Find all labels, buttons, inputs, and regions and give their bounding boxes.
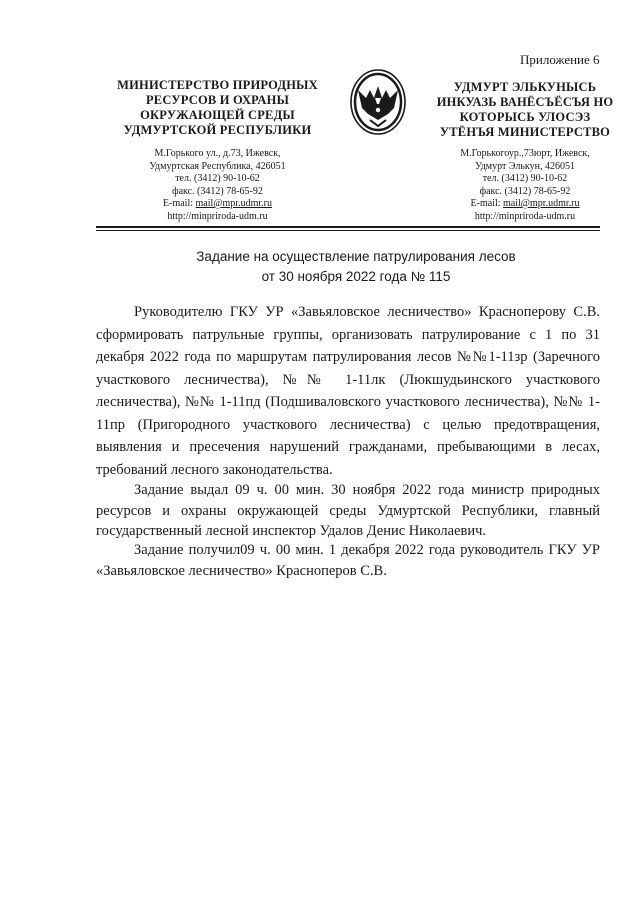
fax-line: факс. (3412) 78-65-92 [172, 185, 263, 197]
website-link[interactable]: http://minpriroda-udm.ru [167, 210, 268, 222]
assignment-paragraph: Руководителю ГКУ УР «Завьяловское лесничество» Красноперову С.В. сформировать патрульные группы, организовать патрулирование с 1 по 31 декабря 2022 года по маршрутам патрулирования лесов №№1-11зр (Заречного участкового лесничества), №№ 1-11лк (Люкшудьинского участкового лесничества), №№ 1-11пд (Подшиваловского участкового лесничества), №№ 1-11пр (Пригородного участкового лесничества) с целью предотвращения, выявления и пресечения нарушений гражданами, пребывающими в лесах, требований лесного законодательства. [96, 304, 600, 478]
received-by-paragraph: Задание получил09 ч. 00 мин. 1 декабря 2022 года руководитель ГКУ УР «Завьяловское лесничество» Красноперов С.В. [96, 542, 600, 579]
appendix-label: Приложение 6 [520, 52, 600, 67]
website-link[interactable]: http://minpriroda-udm.ru [474, 210, 576, 222]
ministry-name-udmurt [425, 80, 625, 140]
phone-line: тел. (3412) 90-10-62 [482, 173, 568, 184]
org-line: МИНИСТЕРСТВО ПРИРОДНЫХ [117, 78, 318, 92]
email-label: E-mail: [163, 198, 196, 209]
udmurtia-coat-of-arms-icon [348, 68, 408, 136]
header-divider [96, 226, 600, 228]
email-line [115, 198, 320, 211]
org-line: УДМУРТСКОЙ РЕСПУБЛИКИ [123, 123, 312, 137]
phone-line: тел. (3412) 90-10-62 [175, 173, 260, 184]
header-divider-thin [96, 230, 600, 231]
email-link[interactable]: mail@mpr.udmr.ru [195, 198, 272, 209]
email-label: E-mail: [470, 198, 504, 209]
org-line: УТЁНЪЯ МИНИСТЕРСТВО [439, 125, 611, 139]
email-link[interactable]: mail@mpr.udmr.ru [503, 198, 580, 209]
org-line: ИНКУАЗЬ ВАНЁСЪЁСЪЯ НО [436, 95, 614, 109]
org-line: УДМУРТ ЭЛЬКУНЫСЬ [453, 80, 597, 94]
email-line [440, 198, 610, 211]
address-line: Удмуртская Республика, 426051 [149, 160, 286, 172]
org-line: РЕСУРСОВ И ОХРАНЫ [145, 93, 290, 107]
fax-line: факс. (3412) 78-65-92 [479, 185, 571, 197]
address-line: М.Горького ул., д.73, Ижевск, [154, 148, 281, 159]
address-line: Удмурт Элькун, 426051 [475, 160, 575, 172]
org-line: ОКРУЖАЮЩЕЙ СРЕДЫ [140, 108, 295, 122]
document-title: Задание на осуществление патрулирования лесов [196, 249, 516, 264]
address-block-udmurt [440, 148, 610, 223]
address-line: М.Горькогоур.,73юрт, Ижевск, [460, 148, 590, 159]
issued-by-paragraph: Задание выдал 09 ч. 00 мин. 30 ноября 2022 года министр природных ресурсов и охраны окружающей среды Удмуртской Республики, главный государственный лесной инспектор Удалов Денис Николаевич. [96, 482, 600, 539]
address-block-russian [115, 148, 320, 223]
document-number-date: от 30 ноября 2022 года № 115 [261, 269, 451, 284]
org-line: КОТОРЫСЬ УЛОСЭЗ [459, 110, 591, 124]
ministry-name-russian [100, 78, 335, 138]
